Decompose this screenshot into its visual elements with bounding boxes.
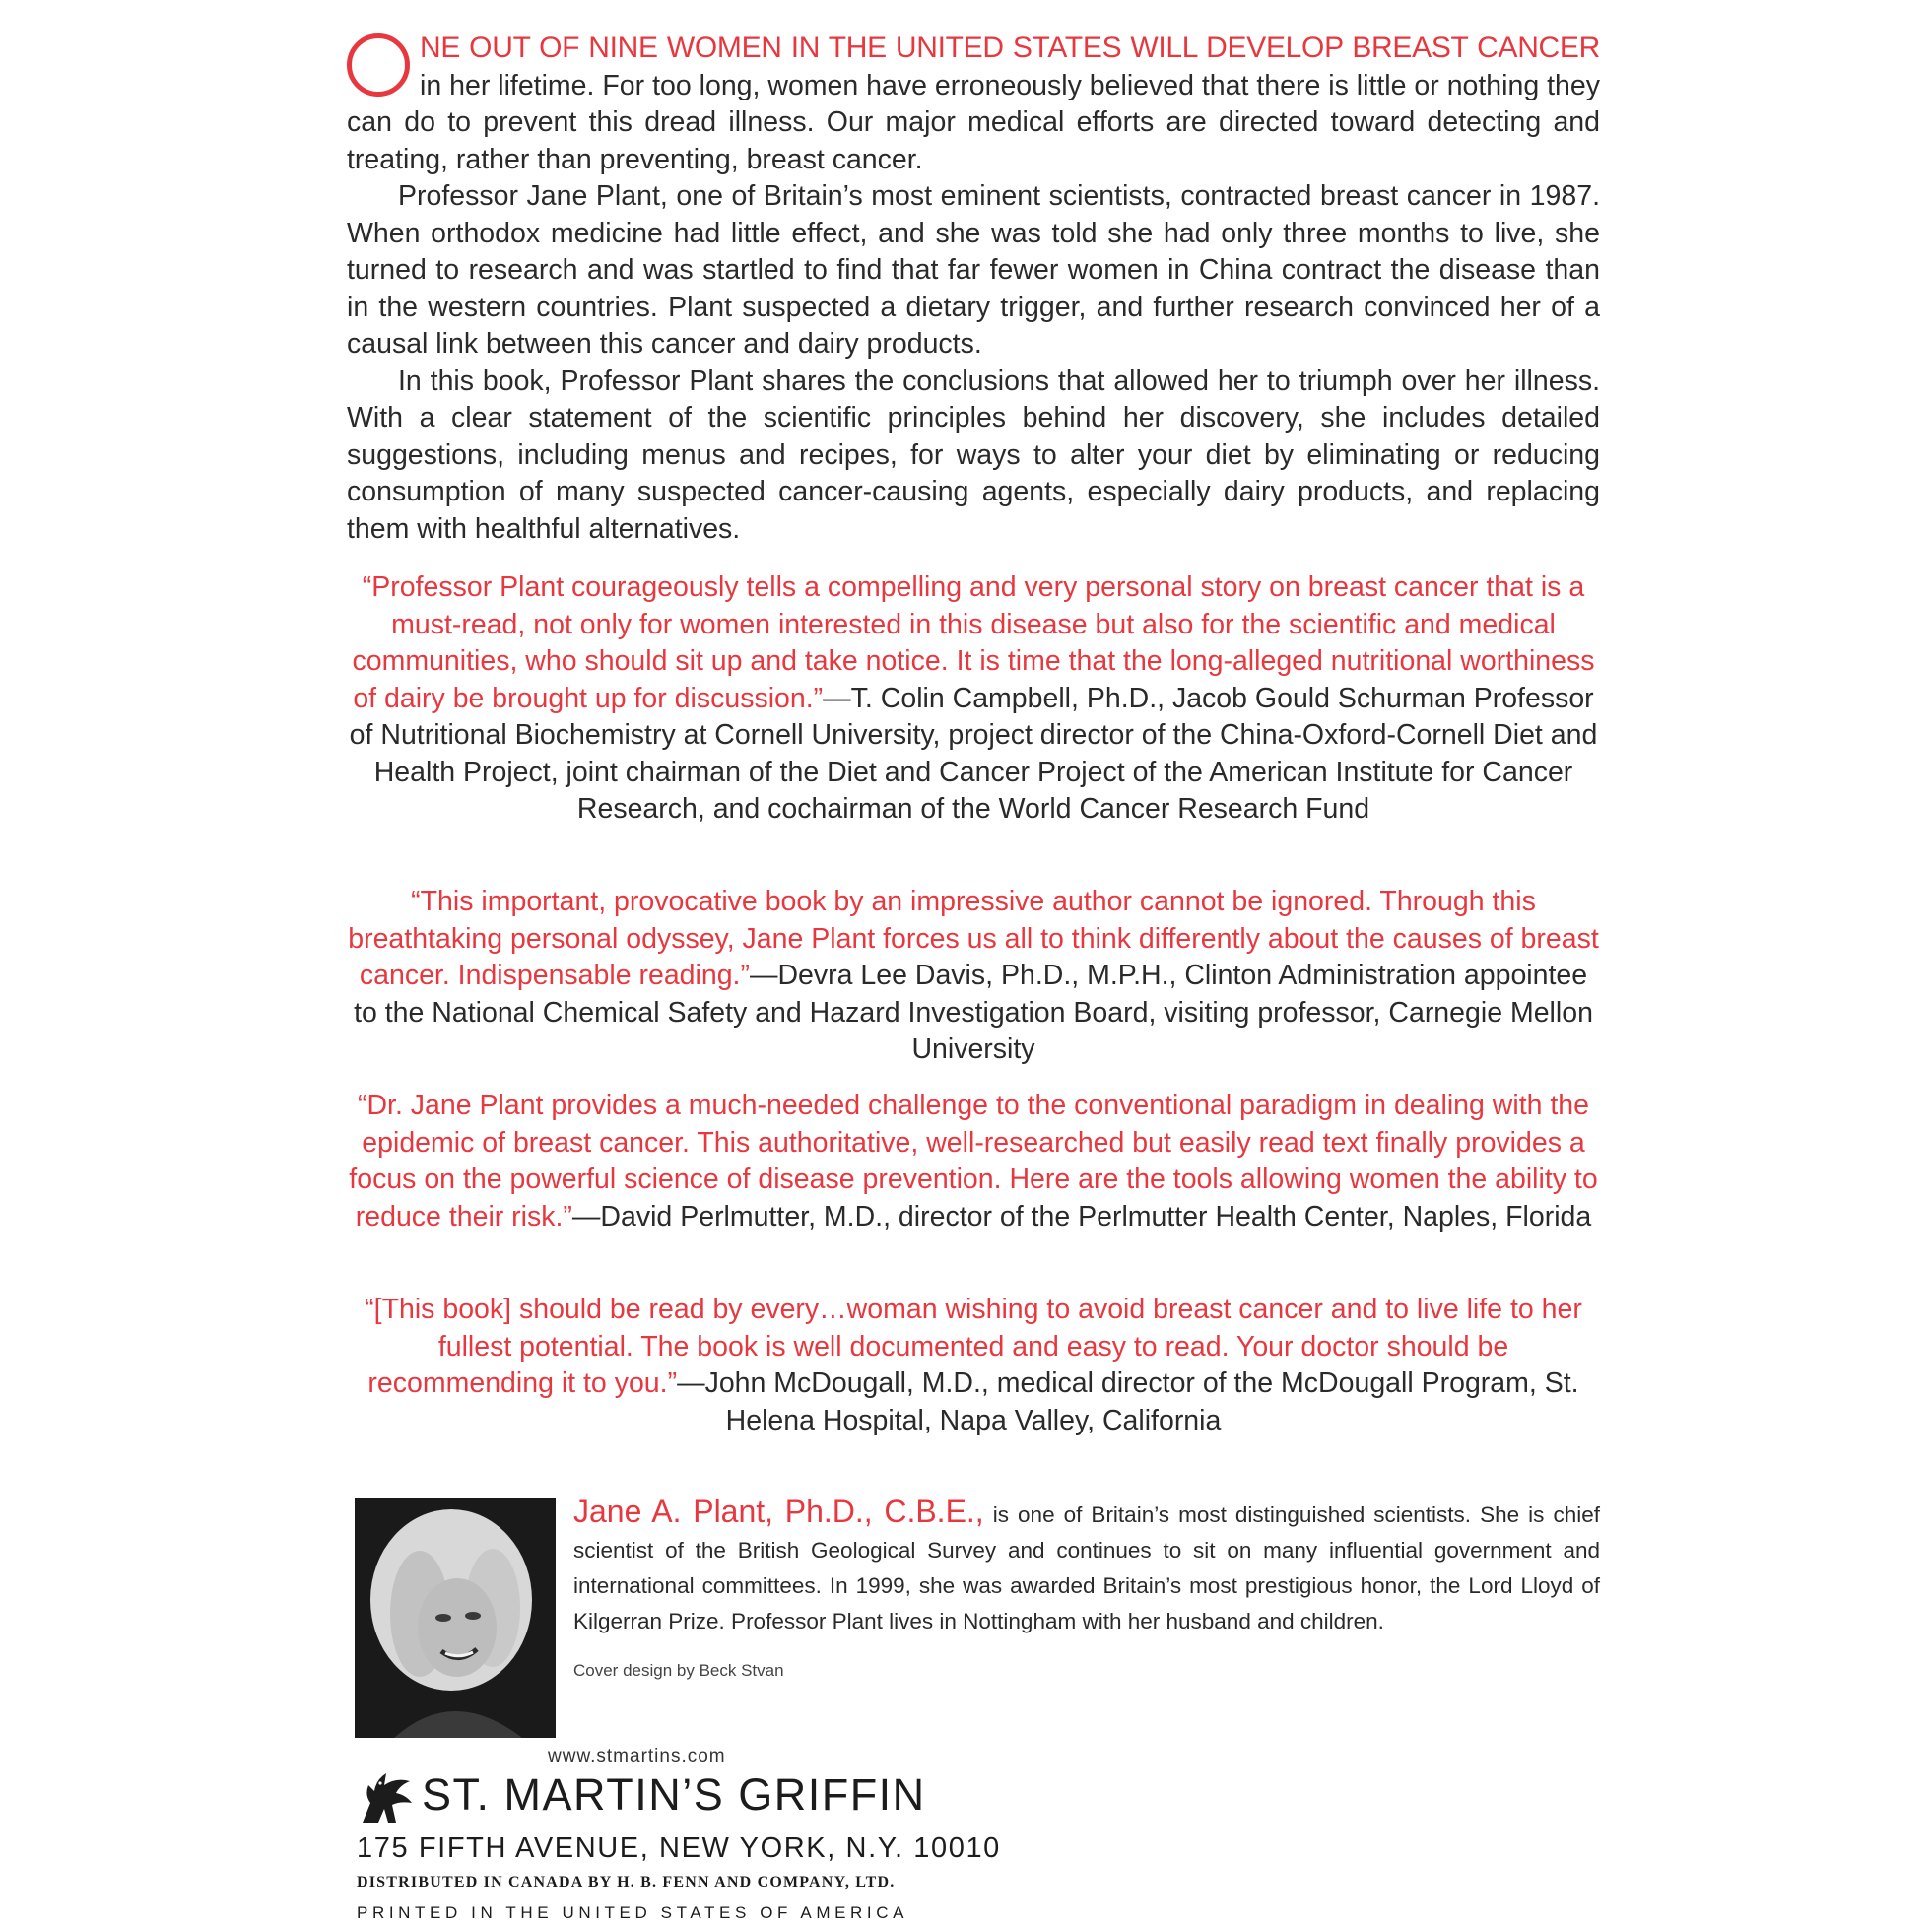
author-name: Jane A. Plant, Ph.D., C.B.E., (573, 1494, 984, 1529)
blurb-campbell (347, 569, 1600, 829)
publisher-url[interactable]: www.stmartins.com (548, 1746, 726, 1766)
drop-cap-o (347, 33, 410, 97)
blurb-perlmutter (347, 1088, 1600, 1235)
blurb-mcdougall (347, 1292, 1600, 1439)
cover-credit: Cover design by Beck Stvan (573, 1661, 784, 1680)
intro-paragraph-1-text: in her lifetime. For too long, women have erroneously believed that there is little or nothing they can do to prevent this dread illness. Our major medical efforts are directed toward detecting and treating, rather than preventing, breast cancer. (347, 69, 1600, 175)
blurb-quote: “Professor Plant courageously tells a compelling and very personal story on breast cancer that is a must-read, not only for women interested in this disease but also for the scientific and medical communities, who should sit up and take notice. It is time that the long-alleged nutritional worthiness of dairy be brought up for discussion.” (352, 571, 1595, 714)
blurb-attribution: —Devra Lee Davis, Ph.D., M.P.H., Clinton Administration appointee to the National Chemical Safety and Hazard Investigation Board, visiting professor, Carnegie Mellon University (354, 960, 1593, 1065)
intro-text (347, 30, 1600, 548)
distribution-note: DISTRIBUTED IN CANADA BY H. B. FENN AND COMPANY, LTD. (357, 1874, 896, 1891)
author-bio-text: is one of Britain’s most distinguished scientists. She is chief scientist of the British Geological Survey and continues to sit on many influential government and international committees. In 1999, she was awarded Britain’s most prestigious honor, the Lord Lloyd of Kilgerran Prize. Professor Plant lives in Nottingham with her husband and children. (573, 1502, 1600, 1633)
intro-paragraph-1 (347, 30, 1600, 178)
blurb-quote: “[This book] should be read by every…woman wishing to avoid breast cancer and to live life to her fullest potential. The book is well documented and easy to read. Your doctor should be recommending it to you.” (365, 1294, 1582, 1399)
author-bio (573, 1494, 1600, 1639)
blurb-attribution: —T. Colin Campbell, Ph.D., Jacob Gould Schurman Professor of Nutritional Biochemistry at Cornell University, project director of the China-Oxford-Cornell Diet and Health Project, joint chairman of the Diet and Cancer Project of the American Institute for Cancer Research, and cochairman of the World Cancer Research Fund (349, 682, 1598, 825)
author-photo (355, 1498, 556, 1738)
blurb-attribution: —David Perlmutter, M.D., director of the Perlmutter Health Center, Naples, Florida (571, 1200, 1592, 1232)
intro-paragraph-2: Professor Jane Plant, one of Britain’s most eminent scientists, contracted breast cancer in 1987. When orthodox medicine had little effect, and she was told she had only three months to live, she turned to research and was startled to find that far fewer women in China contract the disease than in the western countries. Plant suspected a dietary trigger, and further research convinced her of a causal link between this cancer and dairy products. (347, 180, 1600, 360)
blurb-attribution: —John McDougall, M.D., medical director of the McDougall Program, St. Helena Hospital, Napa Valley, California (677, 1367, 1579, 1436)
publisher-address: 175 FIFTH AVENUE, NEW YORK, N.Y. 10010 (357, 1832, 1001, 1864)
griffin-logo-icon (357, 1769, 416, 1825)
blurb-quote: “Dr. Jane Plant provides a much-needed challenge to the conventional paradigm in dealing with the epidemic of breast cancer. This authoritative, well-researched but easily read text finally provides a focus on the powerful science of disease prevention. Here are the tools allowing women the ability to reduce their risk.” (349, 1090, 1598, 1232)
author-portrait-icon (355, 1498, 556, 1738)
blurb-davis (347, 884, 1600, 1069)
publisher-name: ST. MARTIN’S GRIFFIN (422, 1769, 926, 1820)
intro-paragraph-3: In this book, Professor Plant shares the conclusions that allowed her to triumph over her illness. With a clear statement of the scientific principles behind her discovery, she includes detailed suggestions, including menus and recipes, for ways to alter your diet by eliminating or reducing consumption of many suspected cancer-causing agents, especially dairy products, and replacing them with healthful alternatives. (347, 365, 1600, 545)
lead-caps: NE OUT OF NINE WOMEN IN THE UNITED STATES WILL DEVELOP BREAST CANCER (420, 32, 1600, 64)
printed-note: PRINTED IN THE UNITED STATES OF AMERICA (357, 1903, 909, 1922)
blurb-quote: “This important, provocative book by an impressive author cannot be ignored. Through this breathtaking personal odyssey, Jane Plant forces us all to think differently about the causes of breast cancer. Indispensable reading.” (348, 886, 1599, 991)
